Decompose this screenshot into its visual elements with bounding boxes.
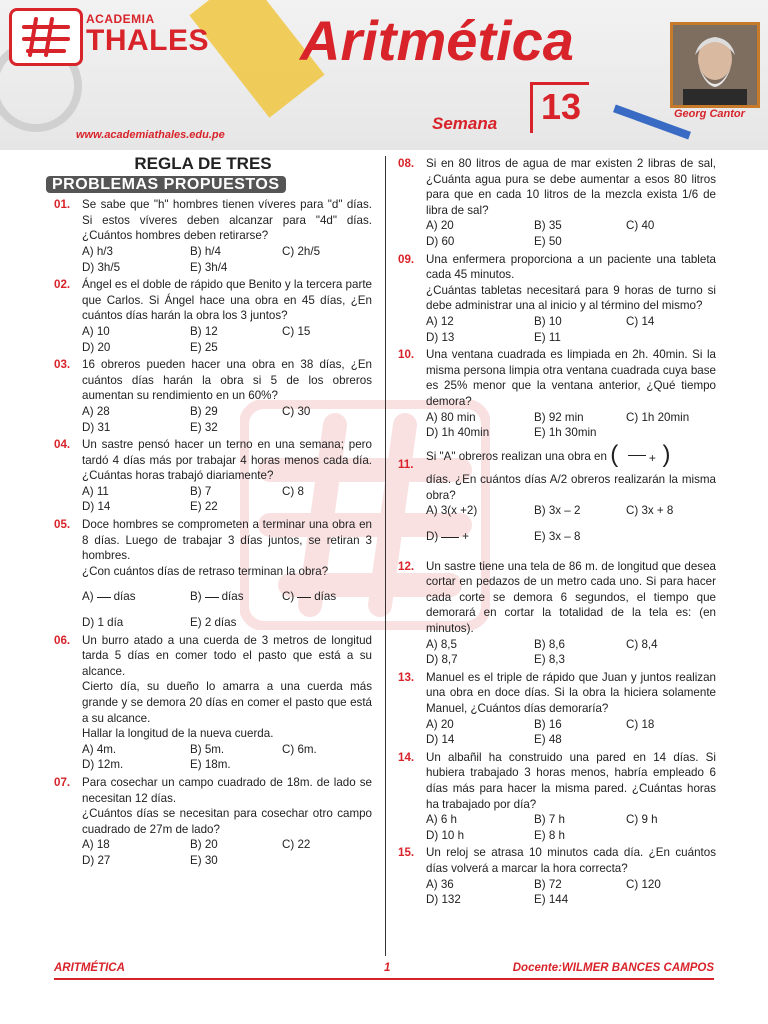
problem-number: 14.: [398, 750, 415, 764]
page-header: [0, 0, 768, 150]
answer-options: [82, 324, 372, 355]
option-e: E) 8 h: [534, 828, 565, 842]
option-a: A) 4m.: [82, 742, 117, 756]
option-c: C) 120: [626, 877, 661, 891]
problem-text: Para cosechar un campo cuadrado de 18m. de lado se necesitan 12 días.: [82, 775, 372, 805]
option-a: A) 20: [426, 717, 454, 731]
answer-options: [82, 837, 372, 868]
option-a: A) 12: [426, 314, 454, 328]
problem-text: Doce hombres se comprometen a terminar una obra en 8 días. Luego de trabajar 3 días juntos, se retiran 3 hombres.: [82, 518, 372, 563]
problem-10: [398, 347, 716, 441]
option-b: B) días: [190, 590, 244, 604]
problem-text: Manuel es el triple de rápido que Juan y juntos realizan una obra en doce días. Si la obra la hiciera solamente Manuel, ¿Cuántos días demoraría?: [426, 670, 716, 715]
problem-number: 11.: [398, 457, 414, 471]
option-a: A) 18: [82, 838, 110, 852]
problem-text: 16 obreros pueden hacer una obra en 38 días, ¿En cuántos días harán la obra si 5 de los obreros aumentan su rendimiento en un 60%?: [82, 358, 372, 403]
option-b: B) 5m.: [190, 742, 225, 756]
option-e: E) 1h 30min: [534, 426, 597, 440]
brand-small: ACADEMIA: [86, 12, 155, 26]
problem-question: Hallar la longitud de la nueva cuerda.: [82, 727, 274, 741]
option-c: C) 1h 20min: [626, 410, 690, 424]
problem-text: Un burro atado a una cuerda de 3 metros de longitud tarda 5 días en comer todo el pasto que está a su alcance.: [82, 633, 372, 678]
option-e: E) 25: [190, 340, 218, 354]
option-b: B) 8,6: [534, 637, 565, 651]
answer-options: [82, 615, 372, 631]
option-d: D) 14: [82, 500, 111, 514]
option-b: B) 12: [190, 324, 218, 338]
problem-number: 06.: [54, 633, 71, 647]
option-b: B) 72: [534, 877, 562, 891]
option-b: B) 3x – 2: [534, 504, 581, 518]
option-d: D) 13: [426, 330, 455, 344]
problem-number: 13.: [398, 670, 415, 684]
option-b: B) 35: [534, 219, 562, 233]
option-a: A) 3(x +2): [426, 504, 478, 518]
page-title: Aritmética: [300, 9, 574, 72]
answer-options: [426, 637, 716, 668]
footer-teacher: Docente:WILMER BANCES CAMPOS: [512, 962, 714, 974]
portrait-caption: Georg Cantor: [674, 108, 745, 120]
problem-number: 15.: [398, 846, 415, 860]
option-b: B) 29: [190, 404, 218, 418]
problem-number: 08.: [398, 157, 415, 170]
problem-text: Se sabe que "h" hombres tienen víveres para "d" días. Si estos víveres deben alcanzar para "4d" días. ¿Cuántos hombres deben retirarse?: [82, 198, 372, 243]
option-d: D) 12m.: [82, 758, 124, 772]
week-label: Semana: [432, 114, 498, 133]
option-a: A) 11: [82, 484, 109, 498]
option-a: A) 28: [82, 404, 110, 418]
option-b: B) 7: [190, 484, 212, 498]
problem-05: [54, 517, 372, 631]
option-e: E) 18m.: [190, 758, 231, 772]
section-title: REGLA DE TRES: [134, 154, 272, 173]
problem-04: [54, 437, 372, 515]
footer-subject: ARITMÉTICA: [54, 962, 125, 974]
problem-number: 02.: [54, 278, 71, 292]
answer-options: [82, 589, 372, 605]
answer-options: [82, 244, 372, 275]
option-e: E) 48: [534, 733, 562, 747]
option-d: D) 20: [82, 340, 111, 354]
option-e: E) 30: [190, 853, 218, 867]
option-b: B) 20: [190, 838, 218, 852]
option-d: D) +: [426, 530, 470, 544]
problem-06: [54, 633, 372, 773]
problem-14: [398, 750, 716, 844]
option-c: C) 30: [282, 404, 311, 418]
option-a: A) 20: [426, 219, 454, 233]
option-e: E) 2 días: [190, 616, 237, 630]
option-d: D) 31: [82, 420, 111, 434]
problem-11: [398, 440, 716, 545]
option-c: C) días: [282, 590, 337, 604]
option-b: B) 7 h: [534, 813, 565, 827]
problem-number: 05.: [54, 518, 71, 532]
section-banner: PROBLEMAS PROPUESTOS: [46, 176, 286, 194]
problem-number: 03.: [54, 358, 71, 372]
problem-text-lead: Si "A" obreros realizan una obra en: [426, 449, 607, 463]
problem-text: Si en 80 litros de agua de mar existen 2 libras de sal, ¿Cuánta agua pura se debe aumentar a esos 80 litros para que en cada 10 litros de la mezcla exista 1/6 de libra de sal?: [426, 157, 716, 217]
option-a: A) 80 min: [426, 410, 476, 424]
problem-question: ¿Cuántas tabletas necesitará para 9 horas de turno si debe administrar una al inicio y al término del mismo?: [426, 283, 716, 313]
fraction-bar: [205, 597, 219, 598]
problem-question: ¿Con cuántos días de retraso terminan la obra?: [82, 564, 329, 578]
answer-options: [82, 742, 372, 773]
answer-options: [426, 812, 716, 843]
option-a: A) 6 h: [426, 813, 457, 827]
problem-15: [398, 845, 716, 907]
page-number: 1: [384, 962, 391, 974]
option-a: A) 36: [426, 877, 454, 891]
problem-text: Una enfermera proporciona a un paciente una tableta cada 45 minutos.: [426, 252, 716, 282]
answer-options: [426, 314, 716, 345]
answer-options: [82, 484, 372, 515]
option-c: C) 18: [626, 717, 655, 731]
georg-cantor-portrait: [670, 22, 760, 108]
left-column: [54, 156, 372, 871]
option-d: D) 10 h: [426, 828, 465, 842]
option-b: B) 16: [534, 717, 562, 731]
option-c: C) 6m.: [282, 742, 317, 756]
brand-name: THALES: [86, 24, 209, 57]
problem-03: [54, 357, 372, 435]
option-e: E) 32: [190, 420, 218, 434]
problem-number: 04.: [54, 438, 71, 452]
option-c: C) 9 h: [626, 813, 658, 827]
column-divider: [385, 156, 386, 956]
problem-12: [398, 559, 716, 668]
option-e: E) 3h/4: [190, 260, 228, 274]
option-d: D) 132: [426, 893, 461, 907]
option-e: E) 22: [190, 500, 218, 514]
option-c: C) 40: [626, 219, 655, 233]
option-c: C) 2h/5: [282, 244, 321, 258]
problem-question: ¿Cuántos días se necesitan para cosechar otro campo cuadrado de 27m de lado?: [82, 807, 372, 836]
option-d: D) 8,7: [426, 653, 458, 667]
problem-08: [398, 156, 716, 250]
problem-text: Un albañil ha construido una pared en 14 días. Si hubiera trabajado 3 horas menos, habría empleado 6 días más para hacer la misma pared. ¿Cuántas horas ha trabajado por día?: [426, 750, 716, 811]
option-b: B) 92 min: [534, 410, 584, 424]
option-a: A) 10: [82, 324, 110, 338]
website-link[interactable]: www.academiathales.edu.pe: [76, 129, 225, 141]
option-c: C) 14: [626, 314, 655, 328]
fraction-bar: [97, 597, 111, 598]
option-d: D) 14: [426, 733, 455, 747]
answer-options: [82, 404, 372, 435]
answer-options: [426, 218, 716, 249]
problem-01: [54, 197, 372, 275]
option-d: D) 27: [82, 853, 111, 867]
problem-text-2: Cierto día, su dueño lo amarra a una cuerda más grande y se demora 20 días en comer el pasto que está a su alcance.: [82, 680, 372, 725]
problem-text: Una ventana cuadrada es limpiada en 2h. 40min. Si la misma persona limpia otra ventana cuadrada cuya base es 25% menor que la ventana anterior, ¿Qué tiempo demora?: [426, 348, 716, 408]
answer-options: [426, 503, 716, 519]
fraction-bar: [297, 597, 311, 598]
option-c: C) 3x + 8: [626, 504, 674, 518]
problem-text: Un reloj se atrasa 10 minutos cada día. ¿En cuántos días volverá a marcar la hora correcta?: [426, 846, 716, 875]
option-a: A) días: [82, 590, 136, 604]
option-d: D) 1h 40min: [426, 426, 490, 440]
problem-02: [54, 277, 372, 355]
problem-number: 07.: [54, 775, 71, 789]
problem-number: 12.: [398, 559, 415, 573]
problem-text: [426, 440, 716, 468]
answer-options: [426, 529, 716, 545]
fraction-expression: ( + ): [610, 440, 671, 468]
option-a: A) 8,5: [426, 637, 457, 651]
option-e: E) 8,3: [534, 653, 565, 667]
page-footer: [54, 962, 714, 980]
option-d: D) 60: [426, 234, 455, 248]
problem-question: días. ¿En cuántos días A/2 obreros realizarán la misma obra?: [426, 473, 716, 502]
option-e: E) 3x – 8: [534, 530, 581, 544]
option-e: E) 50: [534, 234, 562, 248]
option-c: C) 22: [282, 838, 311, 852]
option-c: C) 8: [282, 484, 304, 498]
option-b: B) h/4: [190, 244, 221, 258]
option-e: E) 11: [534, 330, 561, 344]
option-e: E) 144: [534, 893, 569, 907]
problem-text: Un sastre pensó hacer un terno en una semana; pero tardó 4 días más por trabajar 4 horas menos cada día. ¿Cuántas horas trabajó diariamente?: [82, 438, 372, 483]
option-a: A) h/3: [82, 244, 113, 258]
option-d: D) 3h/5: [82, 260, 121, 274]
option-b: B) 10: [534, 314, 562, 328]
option-c: C) 15: [282, 324, 311, 338]
problem-07: [54, 775, 372, 869]
academia-thales-logo: [9, 8, 83, 66]
week-number: 13: [530, 82, 589, 133]
option-d: D) 1 día: [82, 616, 124, 630]
right-column: [398, 156, 716, 910]
problem-number: 09.: [398, 252, 415, 266]
problem-09: [398, 252, 716, 346]
option-c: C) 8,4: [626, 637, 658, 651]
problem-number: 10.: [398, 348, 415, 362]
problem-number: 01.: [54, 198, 71, 212]
problem-text: Ángel es el doble de rápido que Benito y la tercera parte que Carlos. Si Ángel hace una obra en 45 días, ¿En cuántos días harán la obra los 3 juntos?: [82, 278, 372, 323]
answer-options: [426, 877, 716, 908]
problem-13: [398, 670, 716, 748]
answer-options: [426, 717, 716, 748]
answer-options: [426, 410, 716, 441]
problem-text: Un sastre tiene una tela de 86 m. de longitud que desea cortar en pedazos de un metro cada uno. Si para hacer cada corte se demora 6 segundos, el tiempo que demorará en cortar la totalidad de la tela es: (en minutos).: [426, 559, 716, 636]
